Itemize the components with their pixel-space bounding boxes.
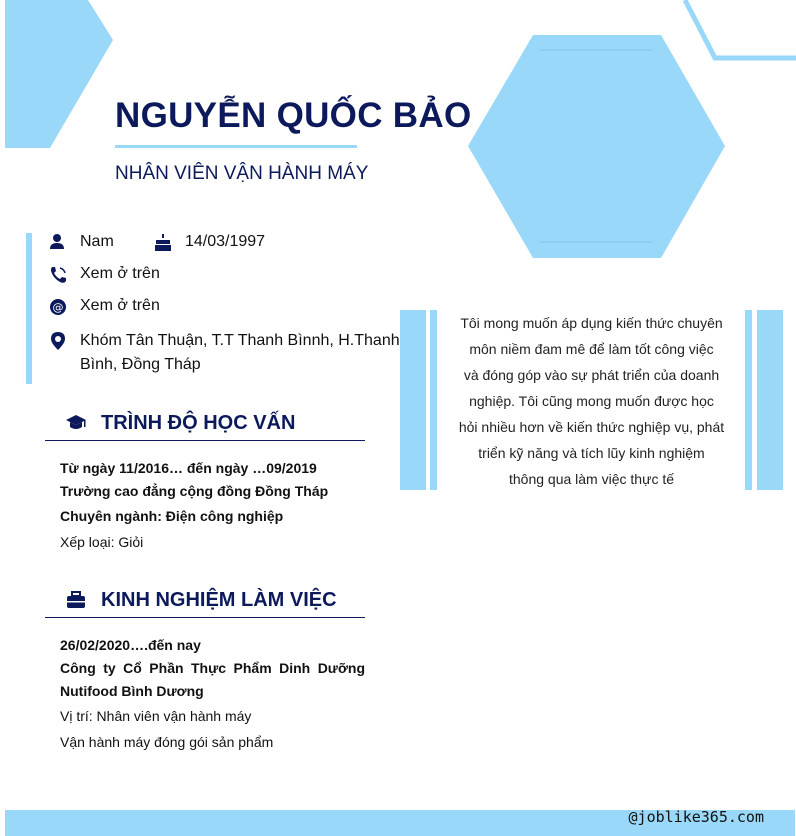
birthdate-row — [153, 233, 265, 253]
svg-text:@: @ — [52, 301, 64, 314]
phone-icon — [48, 265, 68, 285]
person-icon — [48, 233, 68, 253]
objective-right-bar-thick — [757, 310, 783, 490]
email-value: Xem ở trên — [80, 297, 160, 314]
education-section-header — [45, 406, 365, 441]
briefcase-icon — [65, 589, 87, 611]
objective-left-bar-thin — [430, 310, 437, 490]
objective-line: và đóng góp vào sự phát triển của doanh — [463, 367, 720, 383]
education-grade: Xếp loại: Giỏi — [60, 534, 144, 550]
address-value — [80, 329, 400, 377]
birthday-cake-icon — [153, 233, 173, 253]
objective-line: triển kỹ năng và tích lũy kinh nghiệm — [478, 445, 705, 461]
education-major: Chuyên ngành: Điện công nghiệp — [60, 508, 284, 524]
candidate-name: NGUYỄN QUỐC BẢO — [115, 96, 472, 135]
phone-value: Xem ở trên — [80, 265, 160, 282]
top-right-corner-lines — [685, 0, 796, 58]
education-heading: TRÌNH ĐỘ HỌC VẤN — [101, 411, 296, 434]
experience-entry — [60, 634, 365, 754]
education-entry — [60, 457, 365, 554]
address-line-1: Khóm Tân Thuận, T.T Thanh Bìnnh, H.Thanh — [80, 332, 400, 349]
objective-right-bar-thin — [745, 310, 752, 490]
experience-company: Công ty Cổ Phần Thực Phẩm Dinh Dưỡng Nutifood Bình Dương — [60, 660, 365, 699]
objective-left-bar-thick — [400, 310, 426, 490]
objective-line: nghiệp. Tôi cũng mong muốn được học — [469, 393, 714, 409]
experience-section-header — [45, 583, 365, 618]
map-pin-icon — [48, 331, 68, 351]
education-school: Trường cao đẳng cộng đồng Đồng Tháp — [60, 483, 329, 499]
objective-line: thông qua làm việc thực tế — [508, 471, 675, 487]
birthdate-value: 14/03/1997 — [185, 233, 266, 250]
address-row — [48, 329, 400, 377]
job-title: NHÂN VIÊN VẬN HÀNH MÁY — [115, 163, 369, 184]
top-left-shape — [5, 0, 113, 148]
education-period: Từ ngày 11/2016… đến ngày …09/2019 — [60, 460, 317, 476]
objective-line: hỏi nhiều hơn về kiến thức nghiệp vụ, phát — [458, 419, 725, 435]
career-objective — [458, 310, 725, 492]
hexagon-shape — [468, 35, 725, 258]
experience-position: Vị trí: Nhân viên vận hành máy — [60, 708, 252, 724]
gender-value: Nam — [80, 233, 114, 250]
name-underline — [115, 145, 357, 148]
graduation-cap-icon — [65, 412, 87, 434]
gender-row — [48, 233, 114, 253]
phone-row — [48, 265, 160, 285]
address-line-2: Bình, Đồng Tháp — [80, 356, 201, 373]
experience-duty: Vận hành máy đóng gói sản phẩm — [60, 734, 274, 750]
objective-line: Tôi mong muốn áp dụng kiến thức chuyên — [460, 315, 723, 331]
contact-accent-bar — [26, 233, 32, 384]
experience-period: 26/02/2020….đến nay — [60, 637, 201, 653]
at-sign-icon — [48, 297, 68, 317]
email-row — [48, 297, 160, 317]
footer-watermark: @joblike365.com — [628, 808, 764, 826]
experience-heading: KINH NGHIỆM LÀM VIỆC — [101, 588, 337, 611]
objective-line: môn niềm đam mê để làm tốt công việc — [469, 341, 714, 357]
